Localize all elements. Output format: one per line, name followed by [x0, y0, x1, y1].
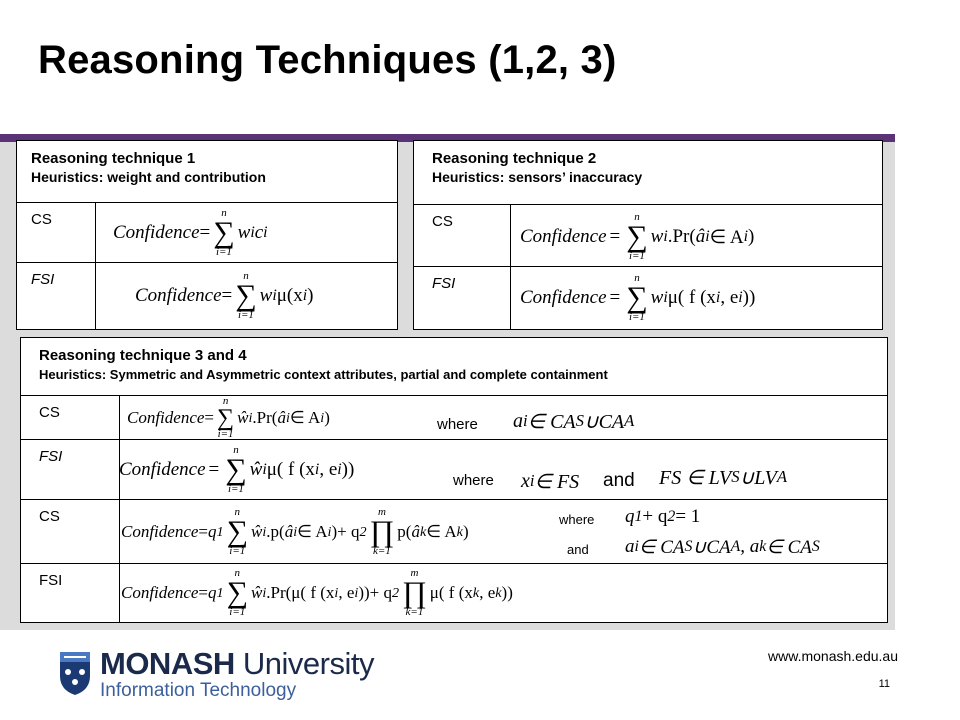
row-label: CS: [39, 508, 60, 525]
page-number: 11: [878, 678, 890, 690]
sum-symbol: n ∑ i=1: [225, 444, 247, 495]
website-url: www.monash.edu.au: [768, 648, 898, 664]
where-label: where: [453, 472, 494, 489]
technique34-row-fsi-1: [21, 440, 887, 500]
row-label: FSI: [39, 572, 63, 589]
formula-t2-fsi: Confidence = n ∑ i=1 w i μ( f (x i , e i )): [520, 272, 756, 323]
formula-t1-cs: Confidence = n ∑ i=1 w i c i: [113, 207, 268, 258]
condition-ai-in-ca: a i ∈ CA S ∪CA A: [513, 409, 635, 433]
row-label: FSI: [31, 271, 55, 288]
technique2-header: [414, 141, 882, 205]
condition-q-sum: q 1 + q 2 = 1: [625, 506, 701, 527]
condition-xi-in-fs: x i ∈ FS: [521, 469, 580, 493]
column-divider: [95, 263, 96, 329]
technique1-table: [16, 140, 398, 330]
sum-symbol: n ∑ i=1: [226, 567, 248, 618]
row-label: CS: [432, 213, 453, 230]
column-divider: [510, 205, 511, 266]
technique1-header: [17, 141, 397, 203]
column-divider: [510, 267, 511, 329]
technique2-table: [413, 140, 883, 330]
technique2-row-fsi: [414, 267, 882, 329]
column-divider: [95, 203, 96, 262]
formula-t4-cs: Confidence = q 1 n ∑ i=1 ŵ i .p( â i ∈ A i ) + q 2 m ∏ k=1 p( â k ∈ A k ): [121, 506, 469, 557]
sum-symbol: n ∑ i=1: [235, 270, 257, 321]
condition-ai-ak: a i ∈ CA S ∪CA A , a k ∈ CA S: [625, 536, 820, 558]
formula-t3-fsi: Confidence = n ∑ i=1 ŵ i μ( f (x i , e i )): [119, 444, 355, 495]
technique2-heuristics: Heuristics: sensors’ inaccuracy: [432, 169, 643, 185]
sum-symbol: n ∑ i=1: [626, 272, 648, 323]
sum-symbol: n ∑ i=1: [213, 207, 235, 258]
technique1-title: Reasoning technique 1: [31, 150, 196, 167]
technique34-heuristics: Heuristics: Symmetric and Asymmetric context attributes, partial and complete containment: [39, 367, 608, 382]
monash-crest-icon: [58, 650, 92, 696]
and-label: and: [603, 470, 635, 491]
technique34-row-cs-1: [21, 396, 887, 440]
technique2-row-cs: [414, 205, 882, 267]
logo-department: Information Technology: [100, 680, 297, 701]
formula-t1-fsi: Confidence = n ∑ i=1 w i μ(x i ): [135, 270, 314, 321]
where-label: where: [437, 416, 478, 433]
column-divider: [119, 396, 120, 439]
technique1-row-cs: [17, 203, 397, 263]
technique34-row-cs-2: [21, 500, 887, 564]
monash-logo: [58, 648, 374, 702]
sum-symbol: n ∑ i=1: [626, 211, 648, 262]
logo-wordmark: MONASH University: [100, 646, 374, 681]
row-label: FSI: [432, 275, 456, 292]
product-symbol: m ∏ k=1: [402, 567, 427, 618]
formula-t2-cs: Confidence = n ∑ i=1 w i .Pr( â i ∈ A i ): [520, 211, 755, 262]
technique34-header: [21, 338, 887, 396]
technique2-title: Reasoning technique 2: [432, 150, 597, 167]
column-divider: [119, 500, 120, 563]
technique34-table: [20, 337, 888, 623]
sum-symbol: n ∑ i=1: [226, 506, 248, 557]
technique1-row-fsi: [17, 263, 397, 329]
formula-t3-cs: Confidence = n ∑ i=1 ŵ i .Pr( â i ∈ A i ): [127, 395, 330, 440]
technique1-heuristics: Heuristics: weight and contribution: [31, 169, 266, 185]
column-divider: [119, 564, 120, 622]
and-label: and: [567, 542, 589, 557]
condition-fs-in-lv: FS ∈ LV S ∪LV A: [659, 466, 788, 489]
where-label: where: [559, 512, 595, 527]
row-label: FSI: [39, 448, 63, 465]
product-symbol: m ∏ k=1: [369, 506, 395, 557]
slide-title: Reasoning Techniques (1,2, 3): [38, 38, 617, 82]
technique34-row-fsi-2: [21, 564, 887, 622]
row-label: CS: [39, 404, 60, 421]
sum-symbol: n ∑ i=1: [217, 395, 235, 440]
formula-t4-fsi: Confidence = q 1 n ∑ i=1 ŵ i .Pr( μ( f (x i , e i )) + q 2 m ∏ k=1 μ( f (x k , e k )): [121, 567, 513, 618]
technique34-title: Reasoning technique 3 and 4: [39, 347, 247, 364]
row-label: CS: [31, 211, 52, 228]
